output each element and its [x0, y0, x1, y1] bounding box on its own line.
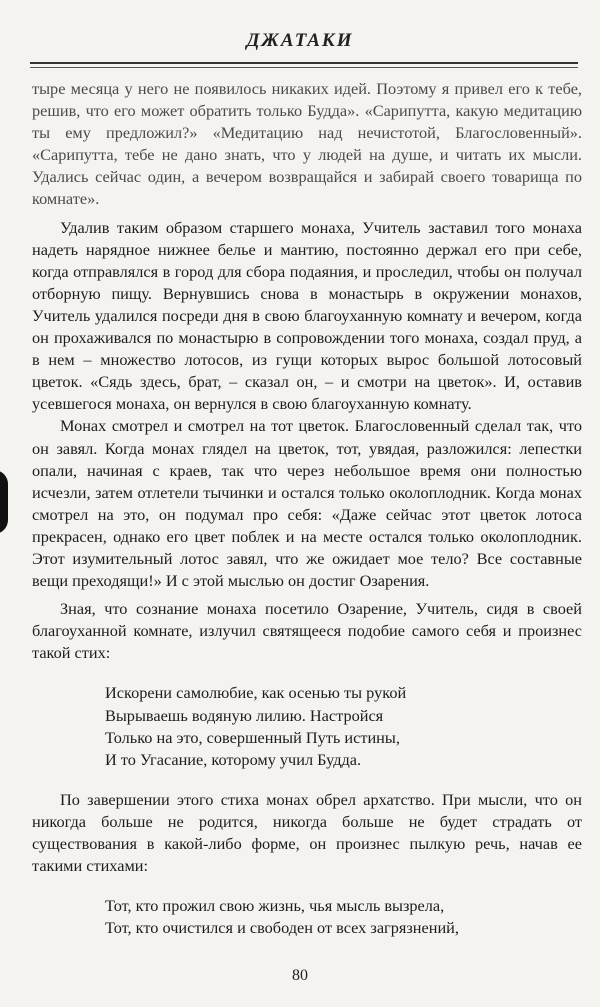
paragraph-2: Удалив таким образом старшего монаха, Учитель заставил того монаха надеть нарядное нижнее белье и мантию, постоянно держал его при себе, когда отправлялся в город для сбора подаяния, и проследил, чтобы он получал отборную пищу. Вернувшись снова в монастырь в окружении монахов, Учитель удалился посреди дня в свою благоуханную комнату и вечером, когда он прохаживался по монастырю в сопровождении того монаха, создал пруд, а в нем – множество лотосов, из гущи которых вырос большой лотосовый цветок. «Сядь здесь, брат, – сказал он, – и смотри на цветок». И, оставив усевшегося монаха, он вернулся в свою благоуханную комнату.	[32, 217, 582, 414]
verse-1	[105, 682, 582, 770]
main-text	[32, 78, 582, 939]
header-rule	[30, 62, 578, 64]
running-header: ДЖАТАКИ	[246, 30, 354, 51]
verse-line: Вырываешь водяную лилию. Настройся	[105, 705, 384, 725]
verse-line: Искорени самолюбие, как осенью ты рукой	[105, 683, 407, 703]
paragraph-5: По завершении этого стиха монах обрел архатство. При мысли, что он никогда больше не родится, никогда больше не будет страдать от существования в какой-либо форме, он произнес пылкую речь, начав ее такими стихами:	[32, 789, 582, 876]
paragraph-4: Зная, что сознание монаха посетило Озарение, Учитель, сидя в своей благоуханной комнате, излучил святящееся подобие самого себя и произнес такой стих:	[32, 599, 582, 663]
paragraph-1: тыре месяца у него не появилось никаких идей. Поэтому я привел его к тебе, решив, что его может обратить только Будда». «Сарипутта, какую медитацию ты ему предложил?» «Медитацию над нечистотой, Благословенный». «Сарипутта, тебе не дано знать, что у людей на душе, и читать их мысли. Удались сейчас один, а вечером возвращайся и забирай своего товарища по комнате».	[32, 79, 582, 209]
header-rule-thin	[30, 67, 578, 68]
verse-2	[105, 895, 582, 939]
scan-edge-blot	[0, 470, 8, 534]
page-number: 80	[292, 967, 308, 984]
verse-line: Тот, кто прожил свою жизнь, чья мысль вызрела,	[105, 896, 445, 916]
paragraph-3: Монах смотрел и смотрел на тот цветок. Благословенный сделал так, что он завял. Когда монах глядел на цветок, тот, увядая, разложился: лепестки опали, начиная с краев, так что через небольшое время они полностью исчезли, затем отлетели тычинки и остался только околоплодник. Когда монах смотрел на это, он подумал про себя: «Даже сейчас этот цветок лотоса прекрасен, однако его цвет поблек и на месте остался только околоплодник. Этот изумительный лотос завял, что же ожидает мое тело? Все составные вещи преходящи!» И с этой мыслью он достиг Озарения.	[32, 416, 582, 591]
verse-line: Только на это, совершенный Путь истины,	[105, 727, 400, 747]
verse-line: Тот, кто очистился и свободен от всех загрязнений,	[105, 918, 459, 938]
verse-line: И то Угасание, которому учил Будда.	[105, 749, 362, 769]
